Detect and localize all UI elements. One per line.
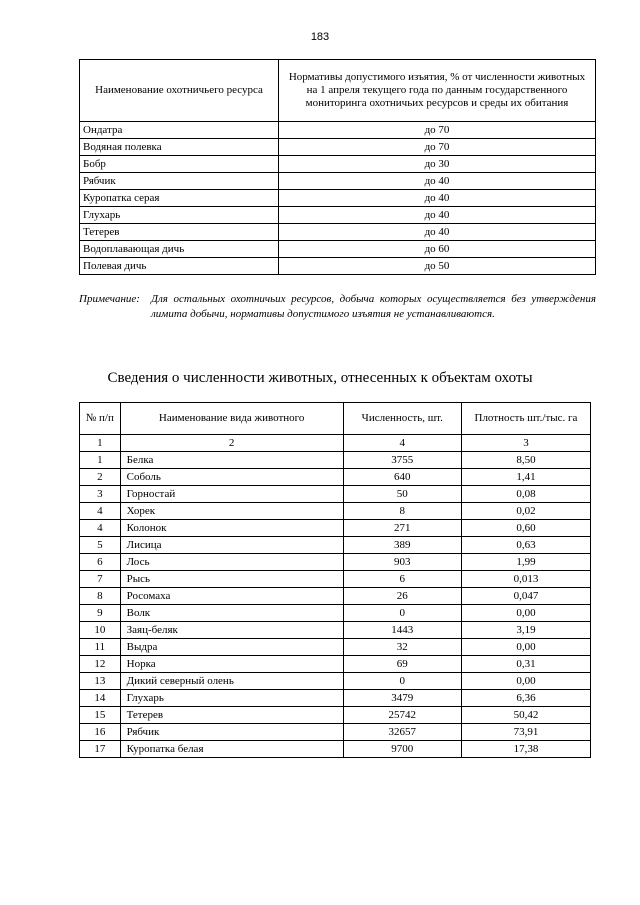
num-cell: 16: [80, 724, 121, 741]
hunting-norms-body: [80, 122, 596, 275]
density-cell: 0,00: [461, 605, 590, 622]
resource-name-cell: Куропатка серая: [80, 190, 279, 207]
resource-name-cell: Рябчик: [80, 173, 279, 190]
num-cell: 11: [80, 639, 121, 656]
count-cell: 26: [343, 588, 461, 605]
animal-name-cell: Глухарь: [120, 690, 343, 707]
table-row: [80, 537, 591, 554]
note-label: Примечание:: [79, 293, 140, 305]
table-row: [80, 241, 596, 258]
table-header-row: [80, 403, 591, 435]
density-cell: 73,91: [461, 724, 590, 741]
density-cell: 6,36: [461, 690, 590, 707]
animal-name-cell: Хорек: [120, 503, 343, 520]
norm-cell: до 40: [279, 173, 596, 190]
norm-cell: до 40: [279, 224, 596, 241]
num-cell: 6: [80, 554, 121, 571]
table-row: [80, 139, 596, 156]
num-cell: 17: [80, 741, 121, 758]
num-cell: 2: [80, 469, 121, 486]
density-cell: 0,31: [461, 656, 590, 673]
table-row: [80, 520, 591, 537]
norm-cell: до 50: [279, 258, 596, 275]
table-row: [80, 190, 596, 207]
table-row: [80, 622, 591, 639]
count-cell: 32657: [343, 724, 461, 741]
table-row: [80, 724, 591, 741]
count-cell: 3755: [343, 452, 461, 469]
animal-name-cell: Лисица: [120, 537, 343, 554]
norm-cell: до 60: [279, 241, 596, 258]
num-cell: 8: [80, 588, 121, 605]
density-cell: 1,99: [461, 554, 590, 571]
header-name: Наименование вида животного: [120, 403, 343, 435]
num-cell: 3: [80, 486, 121, 503]
animal-name-cell: Колонок: [120, 520, 343, 537]
count-cell: 1443: [343, 622, 461, 639]
table-row: [80, 224, 596, 241]
table-row: [80, 690, 591, 707]
header-density: Плотность шт./тыс. га: [461, 403, 590, 435]
index-count: 4: [343, 435, 461, 452]
table-row: [80, 503, 591, 520]
density-cell: 0,00: [461, 639, 590, 656]
table-row: [80, 258, 596, 275]
table-row: [80, 673, 591, 690]
resource-name-cell: Водоплавающая дичь: [80, 241, 279, 258]
num-cell: 4: [80, 503, 121, 520]
num-cell: 12: [80, 656, 121, 673]
density-cell: 3,19: [461, 622, 590, 639]
table-row: [80, 469, 591, 486]
resource-name-cell: Полевая дичь: [80, 258, 279, 275]
section-title: Сведения о численности животных, отнесенных к объектам охоты: [107, 370, 533, 386]
count-cell: 640: [343, 469, 461, 486]
resource-name-cell: Глухарь: [80, 207, 279, 224]
num-cell: 4: [80, 520, 121, 537]
header-num: № п/п: [80, 403, 121, 435]
note-text: Для остальных охотничьих ресурсов, добыча которых осуществляется без утверждения лимита добычи, нормативы допустимого изъятия не устанавливаются.: [151, 293, 596, 320]
table-row: [80, 122, 596, 139]
num-cell: 7: [80, 571, 121, 588]
density-cell: 8,50: [461, 452, 590, 469]
num-cell: 5: [80, 537, 121, 554]
animal-name-cell: Соболь: [120, 469, 343, 486]
density-cell: 0,60: [461, 520, 590, 537]
table-row: [80, 588, 591, 605]
animal-name-cell: Рысь: [120, 571, 343, 588]
count-cell: 389: [343, 537, 461, 554]
animal-name-cell: Норка: [120, 656, 343, 673]
animal-name-cell: Рябчик: [120, 724, 343, 741]
norm-cell: до 40: [279, 207, 596, 224]
table-row: [80, 605, 591, 622]
num-cell: 14: [80, 690, 121, 707]
header-count: Численность, шт.: [343, 403, 461, 435]
index-num: 1: [80, 435, 121, 452]
index-density: 3: [461, 435, 590, 452]
animal-name-cell: Дикий северный олень: [120, 673, 343, 690]
num-cell: 13: [80, 673, 121, 690]
index-name: 2: [120, 435, 343, 452]
num-cell: 10: [80, 622, 121, 639]
count-cell: 69: [343, 656, 461, 673]
count-cell: 0: [343, 605, 461, 622]
animals-table: [79, 402, 591, 758]
animal-name-cell: Заяц-беляк: [120, 622, 343, 639]
animal-name-cell: Волк: [120, 605, 343, 622]
animals-body: [80, 435, 591, 758]
table-row: [80, 571, 591, 588]
resource-name-cell: Водяная полевка: [80, 139, 279, 156]
table-row: [80, 656, 591, 673]
norm-cell: до 40: [279, 190, 596, 207]
density-cell: 0,013: [461, 571, 590, 588]
count-cell: 3479: [343, 690, 461, 707]
header-resource-name: Наименование охотничьего ресурса: [80, 60, 279, 122]
num-cell: 9: [80, 605, 121, 622]
table-row: [80, 486, 591, 503]
table-row: [80, 207, 596, 224]
density-cell: 0,08: [461, 486, 590, 503]
density-cell: 0,047: [461, 588, 590, 605]
animal-name-cell: Выдра: [120, 639, 343, 656]
count-cell: 6: [343, 571, 461, 588]
norm-cell: до 30: [279, 156, 596, 173]
density-cell: 17,38: [461, 741, 590, 758]
table-row: [80, 554, 591, 571]
animal-name-cell: Куропатка белая: [120, 741, 343, 758]
count-cell: 50: [343, 486, 461, 503]
column-index-row: [80, 435, 591, 452]
density-cell: 50,42: [461, 707, 590, 724]
resource-name-cell: Тетерев: [80, 224, 279, 241]
table-row: [80, 639, 591, 656]
header-norm: Нормативы допустимого изъятия, % от численности животных на 1 апреля текущего года по данным государственного мониторинга охотничьих ресурсов и среды их обитания: [279, 60, 596, 122]
note: [79, 292, 596, 322]
count-cell: 9700: [343, 741, 461, 758]
count-cell: 25742: [343, 707, 461, 724]
animal-name-cell: Горностай: [120, 486, 343, 503]
table-row: [80, 707, 591, 724]
count-cell: 32: [343, 639, 461, 656]
density-cell: 1,41: [461, 469, 590, 486]
resource-name-cell: Ондатра: [80, 122, 279, 139]
density-cell: 0,63: [461, 537, 590, 554]
count-cell: 903: [343, 554, 461, 571]
hunting-norms-table: [79, 59, 596, 275]
density-cell: 0,00: [461, 673, 590, 690]
animal-name-cell: Белка: [120, 452, 343, 469]
table-row: [80, 156, 596, 173]
num-cell: 1: [80, 452, 121, 469]
table-row: [80, 173, 596, 190]
norm-cell: до 70: [279, 139, 596, 156]
resource-name-cell: Бобр: [80, 156, 279, 173]
page-number: 183: [310, 31, 330, 43]
animal-name-cell: Росомаха: [120, 588, 343, 605]
animal-name-cell: Лось: [120, 554, 343, 571]
animal-name-cell: Тетерев: [120, 707, 343, 724]
norm-cell: до 70: [279, 122, 596, 139]
density-cell: 0,02: [461, 503, 590, 520]
table-row: [80, 741, 591, 758]
num-cell: 15: [80, 707, 121, 724]
table-row: [80, 452, 591, 469]
count-cell: 8: [343, 503, 461, 520]
count-cell: 0: [343, 673, 461, 690]
table-header-row: [80, 60, 596, 122]
count-cell: 271: [343, 520, 461, 537]
